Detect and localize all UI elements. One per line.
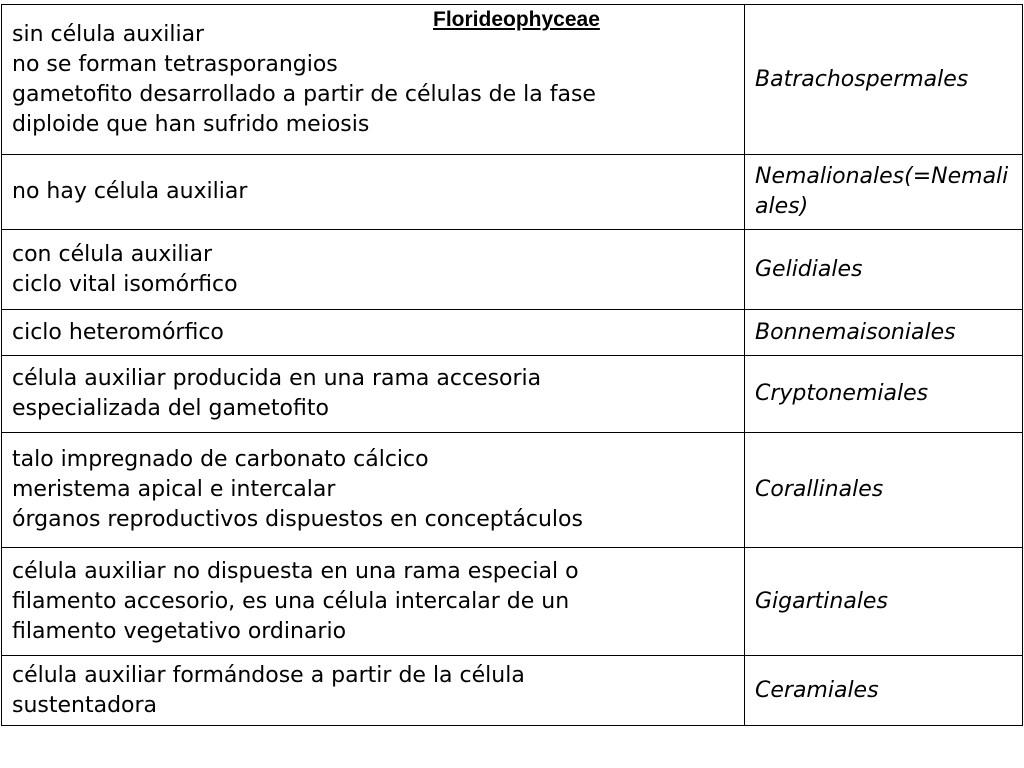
table-row — [2, 155, 1023, 230]
order-cell — [745, 230, 1023, 310]
trait-line: no se forman tetrasporangios — [12, 51, 338, 77]
classification-table — [1, 4, 1023, 726]
trait-line: filamento vegetativo ordinario — [12, 618, 347, 644]
trait-line: célula auxiliar producida en una rama accesoria — [12, 366, 542, 391]
trait-line: diploide que han sufrido meiosis — [12, 111, 370, 137]
table-row — [2, 656, 1023, 726]
table-row — [2, 230, 1023, 310]
order-name: Bonnemaisoniales — [755, 319, 956, 345]
table-row — [2, 356, 1023, 433]
order-name: Gelidiales — [755, 256, 863, 282]
trait-line: no hay célula auxiliar — [12, 179, 248, 204]
order-name: Cryptonemiales — [755, 381, 929, 406]
traits-cell — [2, 656, 745, 726]
order-name: Ceramiales — [755, 677, 879, 703]
order-cell — [745, 356, 1023, 433]
trait-line: ciclo heteromórfico — [12, 319, 224, 345]
order-cell — [745, 548, 1023, 656]
trait-line: ciclo vital isomórfico — [12, 271, 238, 297]
traits-cell — [2, 310, 745, 356]
trait-line: filamento accesorio, es una célula intercalar de un — [12, 588, 570, 614]
order-name: Nemalionales(=Nemaliales) — [755, 164, 1009, 219]
trait-line: gametofito desarrollado a partir de células de la fase — [12, 81, 596, 107]
trait-line: órganos reproductivos dispuestos en conceptáculos — [12, 507, 583, 532]
trait-line: con célula auxiliar — [12, 241, 213, 267]
traits-cell — [2, 548, 745, 656]
trait-line: meristema apical e intercalar — [12, 477, 336, 502]
trait-line: sustentadora — [12, 692, 158, 718]
table-row — [2, 310, 1023, 356]
trait-line: talo impregnado de carbonato cálcico — [12, 447, 429, 472]
trait-line: célula auxiliar no dispuesta en una rama especial o — [12, 558, 579, 584]
order-name: Batrachospermales — [755, 66, 969, 92]
trait-line: especializada del gametofito — [12, 396, 329, 421]
page-title: Florideophyceae — [433, 8, 600, 31]
table-row — [2, 433, 1023, 548]
traits-cell — [2, 5, 745, 155]
order-cell — [745, 656, 1023, 726]
order-cell — [745, 155, 1023, 230]
traits-cell — [2, 433, 745, 548]
traits-cell — [2, 230, 745, 310]
trait-line: sin célula auxiliar — [12, 21, 205, 47]
table-row — [2, 548, 1023, 656]
order-name: Gigartinales — [755, 588, 888, 614]
traits-cell — [2, 356, 745, 433]
order-cell — [745, 310, 1023, 356]
order-cell — [745, 5, 1023, 155]
trait-line: célula auxiliar formándose a partir de la célula — [12, 662, 525, 688]
traits-cell — [2, 155, 745, 230]
order-name: Corallinales — [755, 477, 884, 502]
order-cell — [745, 433, 1023, 548]
